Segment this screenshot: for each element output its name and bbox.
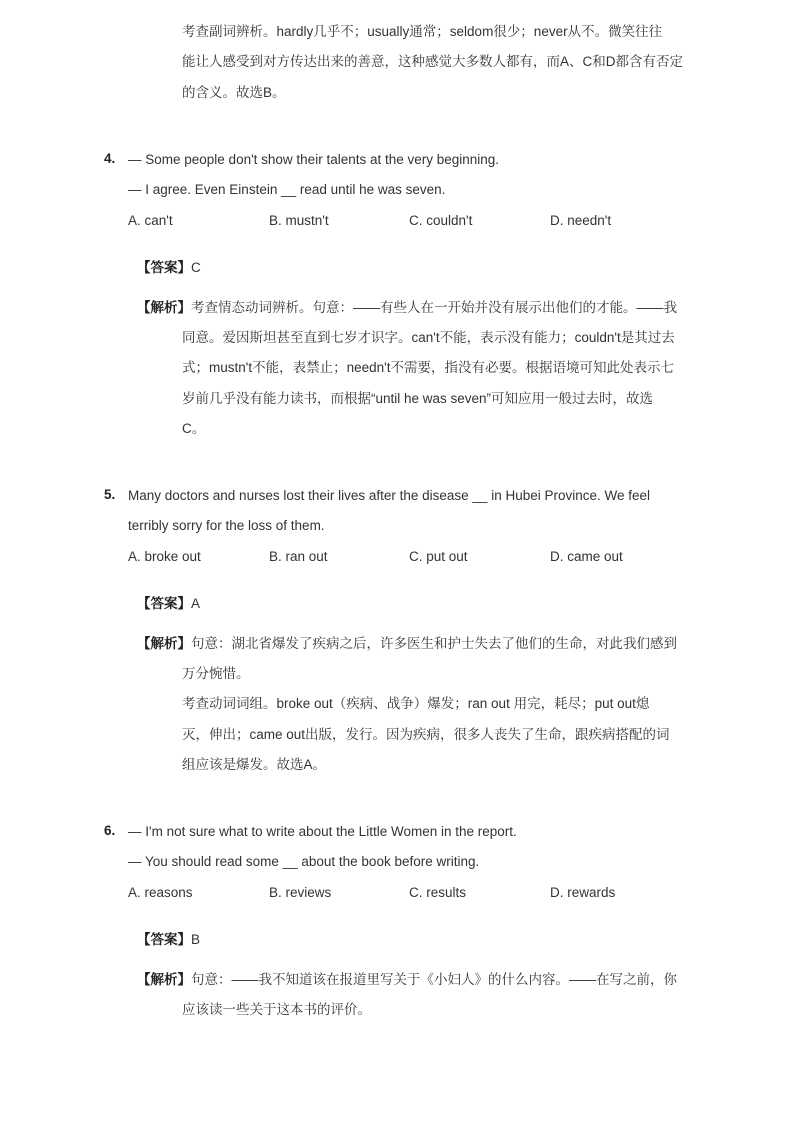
explanation-tag: 【解析】 bbox=[137, 972, 191, 987]
explanation-line: 的含义。故选B。 bbox=[182, 85, 286, 100]
option-d: D. came out bbox=[550, 549, 623, 564]
question-stem-line: — I agree. Even Einstein __ read until he was seven. bbox=[128, 182, 446, 197]
answer-tag: 【答案】 bbox=[137, 596, 191, 611]
question-stem-line: — I'm not sure what to write about the Little Women in the report. bbox=[128, 824, 517, 839]
question-number: 4. bbox=[104, 151, 116, 166]
option-a: A. can't bbox=[128, 213, 173, 228]
answer-value: A bbox=[191, 596, 201, 611]
question-stem-line: Many doctors and nurses lost their lives after the disease __ in Hubei Province. We feel bbox=[128, 488, 651, 503]
option-b: B. ran out bbox=[269, 549, 328, 564]
option-b: B. reviews bbox=[269, 885, 332, 900]
explanation-line: 岁前几乎没有能力读书，而根据“until he was seven”可知应用一般过去时，故选 bbox=[182, 391, 654, 406]
question-stem-line: terribly sorry for the loss of them. bbox=[128, 518, 325, 533]
explanation-line: C。 bbox=[182, 421, 206, 436]
option-c: C. results bbox=[409, 885, 467, 900]
question-stem-line: — You should read some __ about the book before writing. bbox=[128, 854, 480, 869]
answer-value: B bbox=[191, 932, 201, 947]
option-c: C. put out bbox=[409, 549, 468, 564]
explanation-line: 万分惋惜。 bbox=[182, 666, 250, 681]
explanation-line: 句意：湖北省爆发了疾病之后，许多医生和护士失去了他们的生命，对此我们感到 bbox=[191, 636, 677, 651]
explanation-line: 应该读一些关于这本书的评价。 bbox=[182, 1002, 371, 1017]
question-number: 6. bbox=[104, 823, 116, 838]
explanation-tag: 【解析】 bbox=[137, 300, 191, 315]
explanation-line: 考查副词辨析。hardly几乎不；usually通常；seldom很少；never从不。微笑往往 bbox=[182, 24, 663, 39]
answer-tag: 【答案】 bbox=[137, 260, 191, 275]
answer-row bbox=[137, 931, 200, 949]
explanation-tag: 【解析】 bbox=[137, 636, 191, 651]
explanation-line: 考查情态动词辨析。句意：——有些人在一开始并没有展示出他们的才能。——我 bbox=[191, 300, 677, 315]
option-d: D. needn't bbox=[550, 213, 612, 228]
explanation-line: 同意。爱因斯坦甚至直到七岁才识字。can't不能，表示没有能力；couldn't是其过去 bbox=[182, 330, 675, 345]
explanation-row bbox=[137, 971, 677, 989]
option-c: C. couldn't bbox=[409, 213, 473, 228]
question-stem-line: — Some people don't show their talents at the very beginning. bbox=[128, 152, 500, 167]
explanation-row bbox=[137, 299, 677, 317]
answer-row bbox=[137, 595, 200, 613]
option-d: D. rewards bbox=[550, 885, 616, 900]
answer-tag: 【答案】 bbox=[137, 932, 191, 947]
answer-value: C bbox=[191, 260, 201, 275]
explanation-line: 考查动词词组。broke out（疾病、战争）爆发；ran out 用完，耗尽；put out熄 bbox=[182, 696, 650, 711]
explanation-line: 式；mustn't不能，表禁止；needn't不需要，指没有必要。根据语境可知此处表示七 bbox=[182, 360, 674, 375]
option-a: A. reasons bbox=[128, 885, 193, 900]
explanation-line: 句意：——我不知道该在报道里写关于《小妇人》的什么内容。——在写之前，你 bbox=[191, 972, 677, 987]
question-number: 5. bbox=[104, 487, 116, 502]
explanation-line: 组应该是爆发。故选A。 bbox=[182, 757, 327, 772]
explanation-row bbox=[137, 635, 677, 653]
option-b: B. mustn't bbox=[269, 213, 329, 228]
explanation-line: 灭，伸出；came out出版，发行。因为疾病，很多人丧失了生命，跟疾病搭配的词 bbox=[182, 727, 670, 742]
explanation-line: 能让人感受到对方传达出来的善意，这种感觉大多数人都有，而A、C和D都含有否定 bbox=[182, 54, 684, 69]
answer-row bbox=[137, 259, 201, 277]
option-a: A. broke out bbox=[128, 549, 201, 564]
